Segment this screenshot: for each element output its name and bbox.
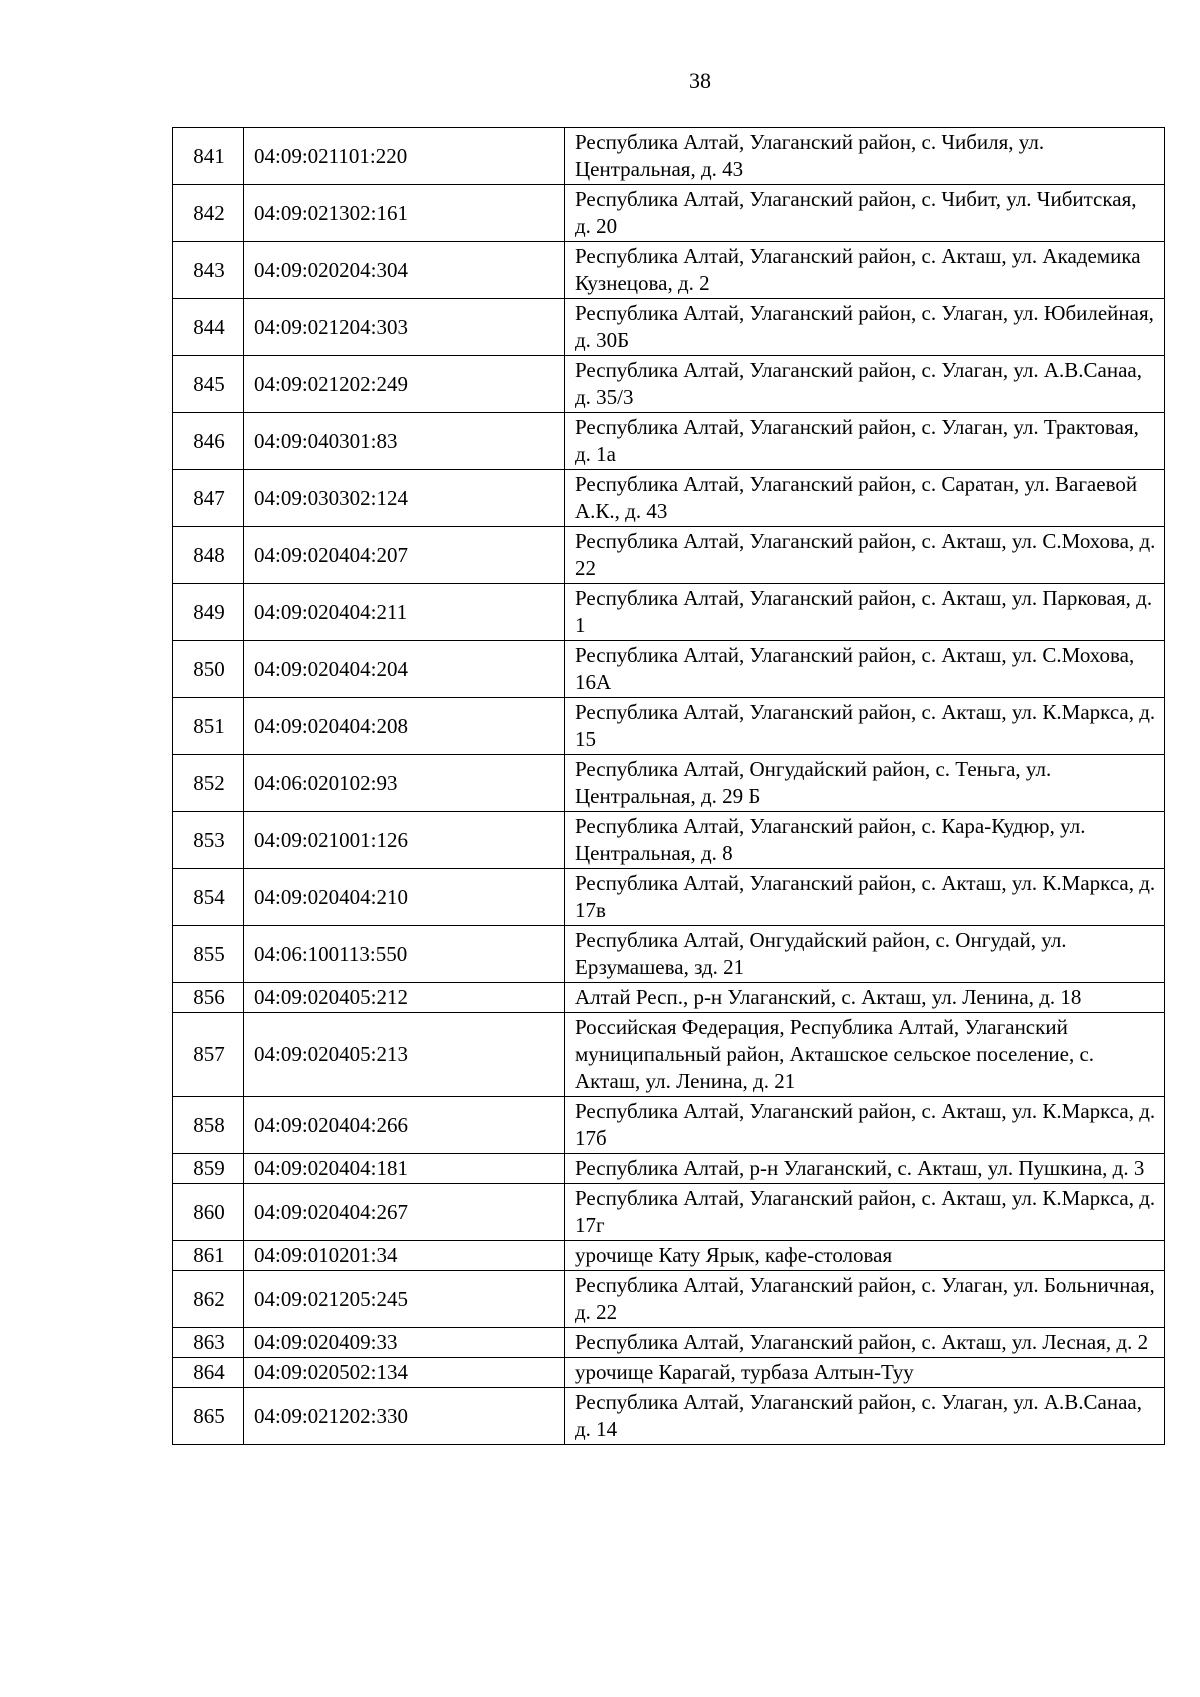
address-cell: Алтай Респ., р-н Улаганский, с. Акташ, ул. Ленина, д. 18 (565, 983, 1165, 1013)
address-cell: Республика Алтай, Улаганский район, с. Саратан, ул. Вагаевой А.К., д. 43 (565, 470, 1165, 527)
address-cell: Республика Алтай, Улаганский район, с. Улаган, ул. Юбилейная, д. 30Б (565, 299, 1165, 356)
address-cell: урочище Карагай, турбаза Алтын-Туу (565, 1358, 1165, 1388)
address-cell: Республика Алтай, Улаганский район, с. Улаган, ул. Больничная, д. 22 (565, 1271, 1165, 1328)
row-number-cell: 855 (173, 926, 244, 983)
row-number-cell: 842 (173, 185, 244, 242)
row-number-cell: 858 (173, 1097, 244, 1154)
row-number-cell: 865 (173, 1388, 244, 1445)
row-number-cell: 841 (173, 128, 244, 185)
row-number-cell: 850 (173, 641, 244, 698)
address-cell: Республика Алтай, Улаганский район, с. Кара-Кудюр, ул. Центральная, д. 8 (565, 812, 1165, 869)
table-row (173, 641, 1165, 698)
cadastral-number-cell: 04:06:100113:550 (244, 926, 565, 983)
table-row (173, 584, 1165, 641)
table-row (173, 242, 1165, 299)
table-row (173, 1388, 1165, 1445)
table-row (173, 356, 1165, 413)
row-number-cell: 843 (173, 242, 244, 299)
row-number-cell: 845 (173, 356, 244, 413)
registry-table-body (173, 128, 1165, 1445)
cadastral-number-cell: 04:09:020405:212 (244, 983, 565, 1013)
table-row (173, 527, 1165, 584)
cadastral-number-cell: 04:09:021202:330 (244, 1388, 565, 1445)
cadastral-number-cell: 04:06:020102:93 (244, 755, 565, 812)
table-row (173, 755, 1165, 812)
row-number-cell: 852 (173, 755, 244, 812)
row-number-cell: 848 (173, 527, 244, 584)
address-cell: Российская Федерация, Республика Алтай, Улаганский муниципальный район, Акташское сельское поселение, с. Акташ, ул. Ленина, д. 21 (565, 1013, 1165, 1097)
row-number-cell: 851 (173, 698, 244, 755)
cadastral-number-cell: 04:09:020404:210 (244, 869, 565, 926)
address-cell: Республика Алтай, Улаганский район, с. Акташ, ул. Академика Кузнецова, д. 2 (565, 242, 1165, 299)
address-cell: урочище Кату Ярык, кафе-столовая (565, 1241, 1165, 1271)
row-number-cell: 857 (173, 1013, 244, 1097)
cadastral-number-cell: 04:09:020404:266 (244, 1097, 565, 1154)
cadastral-number-cell: 04:09:020404:181 (244, 1154, 565, 1184)
address-cell: Республика Алтай, Улаганский район, с. Акташ, ул. К.Маркса, д. 17в (565, 869, 1165, 926)
cadastral-number-cell: 04:09:021205:245 (244, 1271, 565, 1328)
cadastral-number-cell: 04:09:020404:204 (244, 641, 565, 698)
row-number-cell: 854 (173, 869, 244, 926)
table-row (173, 470, 1165, 527)
address-cell: Республика Алтай, Улаганский район, с. Улаган, ул. А.В.Санаа, д. 14 (565, 1388, 1165, 1445)
cadastral-number-cell: 04:09:040301:83 (244, 413, 565, 470)
address-cell: Республика Алтай, Улаганский район, с. Акташ, ул. Парковая, д. 1 (565, 584, 1165, 641)
address-cell: Республика Алтай, Онгудайский район, с. Онгудай, ул. Ерзумашева, зд. 21 (565, 926, 1165, 983)
table-row (173, 1358, 1165, 1388)
row-number-cell: 864 (173, 1358, 244, 1388)
address-cell: Республика Алтай, Улаганский район, с. Акташ, ул. Лесная, д. 2 (565, 1328, 1165, 1358)
cadastral-number-cell: 04:09:021302:161 (244, 185, 565, 242)
table-row (173, 413, 1165, 470)
row-number-cell: 861 (173, 1241, 244, 1271)
row-number-cell: 846 (173, 413, 244, 470)
row-number-cell: 859 (173, 1154, 244, 1184)
cadastral-number-cell: 04:09:021202:249 (244, 356, 565, 413)
address-cell: Республика Алтай, Улаганский район, с. Акташ, ул. К.Маркса, д. 15 (565, 698, 1165, 755)
cadastral-number-cell: 04:09:021001:126 (244, 812, 565, 869)
row-number-cell: 853 (173, 812, 244, 869)
table-row (173, 869, 1165, 926)
row-number-cell: 863 (173, 1328, 244, 1358)
table-row (173, 185, 1165, 242)
cadastral-number-cell: 04:09:020502:134 (244, 1358, 565, 1388)
cadastral-number-cell: 04:09:020404:267 (244, 1184, 565, 1241)
cadastral-number-cell: 04:09:021101:220 (244, 128, 565, 185)
cadastral-number-cell: 04:09:021204:303 (244, 299, 565, 356)
table-row (173, 1328, 1165, 1358)
table-row (173, 128, 1165, 185)
table-row (173, 1154, 1165, 1184)
table-row (173, 1271, 1165, 1328)
cadastral-number-cell: 04:09:020409:33 (244, 1328, 565, 1358)
cadastral-number-cell: 04:09:030302:124 (244, 470, 565, 527)
cadastral-number-cell: 04:09:020405:213 (244, 1013, 565, 1097)
table-row (173, 812, 1165, 869)
page-number: 38 (689, 68, 711, 93)
table-row (173, 926, 1165, 983)
table-row (173, 299, 1165, 356)
row-number-cell: 860 (173, 1184, 244, 1241)
address-cell: Республика Алтай, Улаганский район, с. Акташ, ул. С.Мохова, д. 22 (565, 527, 1165, 584)
table-row (173, 1097, 1165, 1154)
row-number-cell: 847 (173, 470, 244, 527)
address-cell: Республика Алтай, Улаганский район, с. Акташ, ул. К.Маркса, д. 17г (565, 1184, 1165, 1241)
table-row (173, 1184, 1165, 1241)
address-cell: Республика Алтай, Улаганский район, с. Улаган, ул. А.В.Санаа, д. 35/3 (565, 356, 1165, 413)
registry-table (172, 127, 1165, 1445)
cadastral-number-cell: 04:09:020404:207 (244, 527, 565, 584)
row-number-cell: 856 (173, 983, 244, 1013)
table-row (173, 1241, 1165, 1271)
address-cell: Республика Алтай, р-н Улаганский, с. Акташ, ул. Пушкина, д. 3 (565, 1154, 1165, 1184)
address-cell: Республика Алтай, Улаганский район, с. Чибиля, ул. Центральная, д. 43 (565, 128, 1165, 185)
cadastral-number-cell: 04:09:020404:211 (244, 584, 565, 641)
row-number-cell: 849 (173, 584, 244, 641)
address-cell: Республика Алтай, Улаганский район, с. Улаган, ул. Трактовая, д. 1а (565, 413, 1165, 470)
table-row (173, 1013, 1165, 1097)
cadastral-number-cell: 04:09:010201:34 (244, 1241, 565, 1271)
row-number-cell: 862 (173, 1271, 244, 1328)
table-row (173, 983, 1165, 1013)
address-cell: Республика Алтай, Онгудайский район, с. Теньга, ул. Центральная, д. 29 Б (565, 755, 1165, 812)
cadastral-number-cell: 04:09:020204:304 (244, 242, 565, 299)
address-cell: Республика Алтай, Улаганский район, с. Акташ, ул. К.Маркса, д. 17б (565, 1097, 1165, 1154)
row-number-cell: 844 (173, 299, 244, 356)
address-cell: Республика Алтай, Улаганский район, с. Акташ, ул. С.Мохова, 16А (565, 641, 1165, 698)
cadastral-number-cell: 04:09:020404:208 (244, 698, 565, 755)
address-cell: Республика Алтай, Улаганский район, с. Чибит, ул. Чибитская, д. 20 (565, 185, 1165, 242)
table-row (173, 698, 1165, 755)
